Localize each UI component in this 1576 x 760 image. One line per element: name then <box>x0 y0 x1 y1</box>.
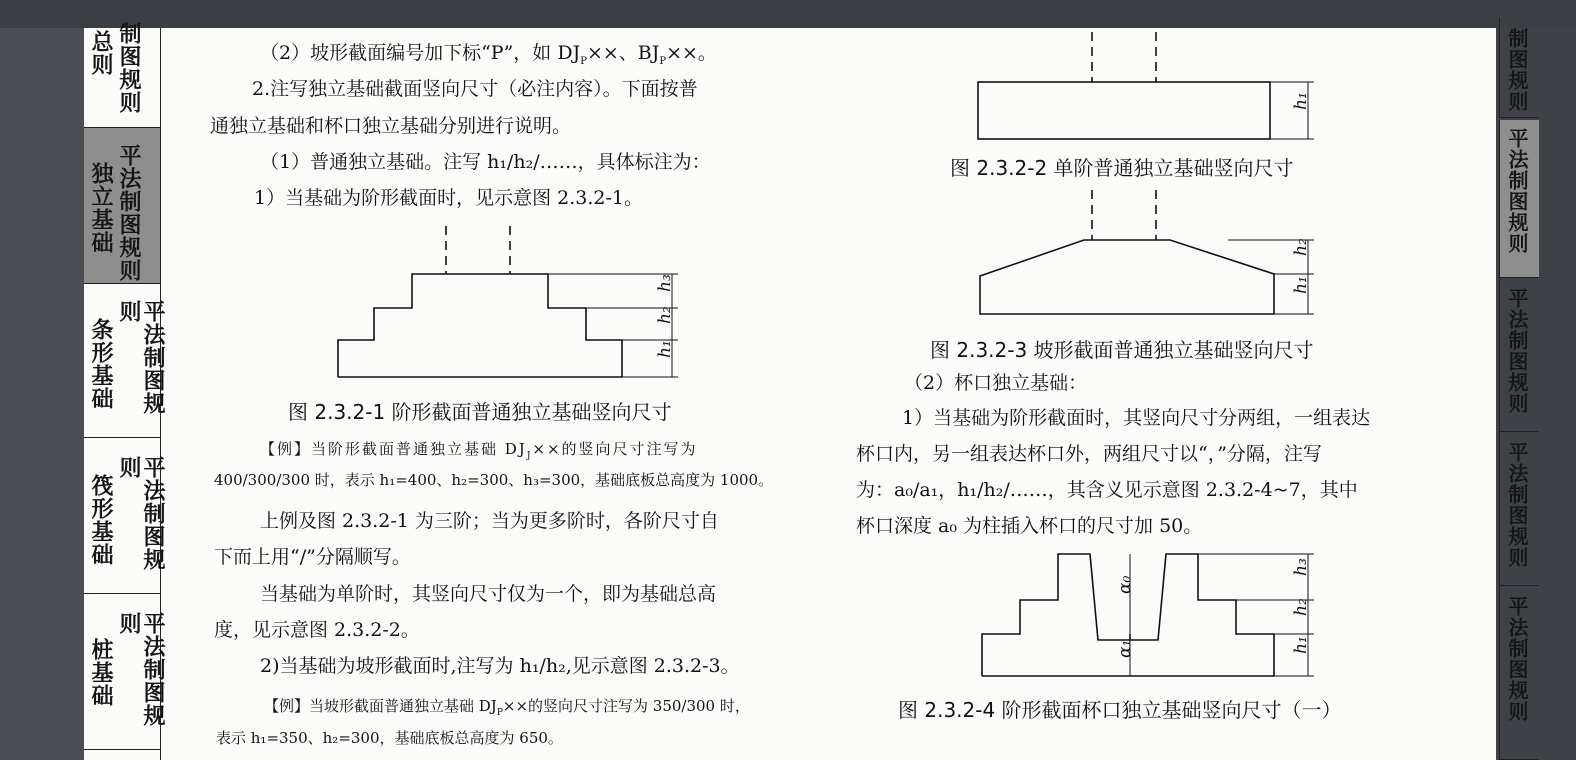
paragraph-line: 2)当基础为坡形截面时,注写为 h₁/h₂,见示意图 2.3.2-3。 <box>260 655 740 677</box>
paragraph-line: 1）当基础为阶形截面时，见示意图 2.3.2-1。 <box>254 187 643 209</box>
left-tab-pile-foundation[interactable] <box>84 594 165 750</box>
figure-caption: 图 2.3.2-1 阶形截面普通独立基础竖向尺寸 <box>288 400 672 424</box>
paragraph-line: 上例及图 2.3.2-1 为三阶；当为更多阶时，各阶尺寸自 <box>260 510 719 532</box>
paragraph-line: （2）杯口独立基础： <box>904 372 1088 394</box>
left-tab-label: 平法制图规则 <box>116 144 141 282</box>
example-line: 表示 h₁=350、h₂=300，基础底板总高度为 650。 <box>216 729 563 747</box>
left-tab-label: 平法制图规则 <box>116 300 165 415</box>
figure-single-step-foundation <box>974 32 1334 144</box>
paragraph-line: 下而上用“/”分隔顺写。 <box>214 546 411 568</box>
label-h1: h₁ <box>1291 92 1311 110</box>
left-tab-label: 筏形基础 <box>88 474 113 566</box>
figure-caption: 图 2.3.2-2 单阶普通独立基础竖向尺寸 <box>950 156 1294 180</box>
right-tab-label: 平法制图规则 <box>1505 442 1529 568</box>
figure-sloped-foundation <box>974 190 1334 320</box>
paragraph-line: 当基础为单阶时，其竖向尺寸仅为一个，即为基础总高 <box>260 583 717 605</box>
left-tab-label: 条形基础 <box>88 318 113 410</box>
paragraph-line: 1）当基础为阶形截面时，其竖向尺寸分两组，一组表达 <box>902 407 1371 429</box>
figure-caption: 图 2.3.2-3 坡形截面普通独立基础竖向尺寸 <box>930 338 1314 362</box>
label-a0: α₀ <box>1115 575 1135 594</box>
paragraph-line: 通独立基础和杯口独立基础分别进行说明。 <box>210 115 572 137</box>
paragraph-line: 为：a₀/a₁，h₁/h₂/……，其含义见示意图 2.3.2-4~7，其中 <box>856 479 1358 501</box>
left-tab-label: 总则 <box>88 30 113 76</box>
right-tab-label: 制图规则 <box>1505 28 1529 112</box>
label-a1: α₁ <box>1115 639 1135 658</box>
viewer-toolbar <box>0 0 1576 28</box>
left-tab-label: 独立基础 <box>88 162 113 254</box>
left-tab-label: 平法制图规则 <box>116 456 165 571</box>
paragraph-line: 度，见示意图 2.3.2-2。 <box>214 619 420 641</box>
paragraph-line: （1）普通独立基础。注写 h₁/h₂/……，具体标注为： <box>260 151 711 173</box>
right-tab-label: 平法制图规则 <box>1505 596 1529 722</box>
paragraph-line: 杯口深度 a₀ 为柱插入杯口的尺寸加 50。 <box>856 515 1203 537</box>
right-tab-active[interactable] <box>1499 120 1539 278</box>
example-line: 400/300/300 时，表示 h₁=400、h₂=300、h₃=300，基础底板总高度为 1000。 <box>214 471 774 489</box>
right-tab-label: 平法制图规则 <box>1505 128 1529 254</box>
left-tab-general[interactable] <box>84 18 160 128</box>
label-h1: h₁ <box>655 340 675 358</box>
right-tab-drawing-rules[interactable] <box>1499 18 1539 118</box>
label-h1: h₁ <box>1291 636 1311 654</box>
left-chapter-tabs <box>84 22 165 760</box>
right-tab-label: 平法制图规则 <box>1505 288 1529 414</box>
label-h3: h₃ <box>655 274 675 292</box>
label-h3: h₃ <box>1291 558 1311 576</box>
label-h2: h₂ <box>1291 238 1311 256</box>
paragraph-slope-section-id: （2）坡形截面编号加下标“P”，如 $DJ_P\times\times$、$BJ_P\times\times$。 <box>260 42 717 67</box>
left-tab-raft-foundation[interactable] <box>84 438 165 594</box>
figure-stepped-foundation <box>334 222 694 382</box>
figure-caption: 图 2.3.2-4 阶形截面杯口独立基础竖向尺寸（一） <box>898 698 1342 722</box>
left-tab-label: 平法制图规则 <box>116 612 165 727</box>
right-tab[interactable] <box>1499 432 1539 586</box>
example-line: 【例】当坡形截面普通独立基础 $DJ_P\times\times$的竖向尺寸注写为 350/300 时， <box>264 697 750 718</box>
figure-cup-foundation <box>974 548 1334 682</box>
example-line: 【例】当阶形截面普通独立基础 $DJ_J\times\times$的竖向尺寸注写为 <box>260 440 698 461</box>
label-h2: h₂ <box>1291 598 1311 616</box>
left-tab-strip-foundation[interactable] <box>84 284 165 438</box>
left-tab-label: 桩基础 <box>88 638 113 707</box>
document-page <box>84 22 1529 760</box>
left-tab-isolated-foundation[interactable] <box>84 128 160 284</box>
paragraph-line: 2.注写独立基础截面竖向尺寸（必注内容）。下面按普 <box>252 78 698 100</box>
right-tab[interactable] <box>1499 586 1539 760</box>
paragraph-line: 杯口内，另一组表达杯口外，两组尺寸以“，”分隔，注写 <box>856 443 1322 465</box>
label-h1: h₁ <box>1291 276 1311 294</box>
right-tab[interactable] <box>1499 278 1539 432</box>
label-h2: h₂ <box>655 306 675 324</box>
left-tab-label: 制图规则 <box>116 22 141 114</box>
